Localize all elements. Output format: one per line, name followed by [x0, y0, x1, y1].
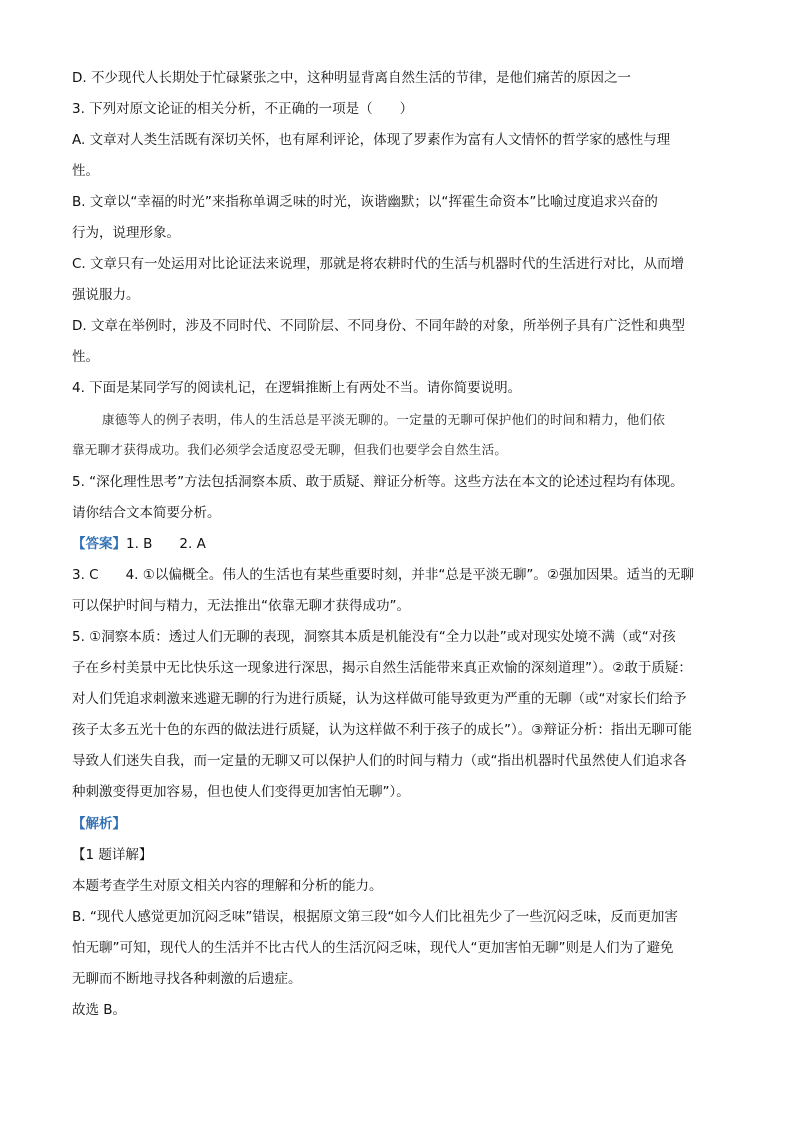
answer-line-3-4: 3. C 4. ①以偏概全。伟人的生活也有某些重要时刻，并非“总是平淡无聊”。②强加因果。适当的无聊 — [72, 567, 694, 583]
answer-line-5-e: 导致人们迷失自我，而一定量的无聊又可以保护人们的时间与精力（或“指出机器时代虽然使人们追求各 — [72, 753, 687, 769]
detail-line-3: 怕无聊”可知，现代人的生活并不比古代人的生活沉闷乏味，现代人“更加害怕无聊”则是人们为了避免 — [72, 940, 674, 956]
text-line-question-3: 3. 下列对原文论证的相关分析，不正确的一项是（ ） — [72, 101, 414, 117]
text-line-option-d2-cont: 性。 — [72, 349, 99, 365]
answer-line-5-b: 子在乡村美景中无比快乐这一现象进行深思，揭示自然生活能带来真正欢愉的深刻道理”）。②敢于质疑： — [72, 660, 692, 676]
answer-line — [72, 534, 722, 554]
answer-text-1: 1. B 2. A — [126, 536, 206, 552]
answer-line-5-d: 孩子太多五光十色的东西的做法进行质疑，认为这样做不利于孩子的成长”）。③辩证分析：指出无聊可能 — [72, 722, 692, 738]
quote-line-2: 靠无聊才获得成功。我们必须学会适度忍受无聊，但我们也要学会自然生活。 — [72, 442, 508, 457]
answer-line-5-c: 对人们凭追求刺激来逃避无聊的行为进行质疑，认为这样做可能导致更为严重的无聊（或“对家长们给予 — [72, 691, 687, 707]
text-line-question-5-cont: 请你结合文本简要分析。 — [72, 505, 221, 521]
text-line-option-c-cont: 强说服力。 — [72, 287, 140, 303]
text-line-option-d: D. 不少现代人长期处于忙碌紧张之中，这种明显背离自然生活的节律，是他们痛苦的原因之一 — [72, 70, 631, 86]
analysis-label: 【解析】 — [72, 816, 126, 832]
text-line-option-a-cont: 性。 — [72, 163, 99, 179]
detail-conclusion: 故选 B。 — [72, 1002, 127, 1018]
detail-heading: 【1 题详解】 — [72, 847, 153, 863]
text-line-option-d2: D. 文章在举例时，涉及不同时代、不同阶层、不同身份、不同年龄的对象，所举例子具有广泛性和典型 — [72, 318, 685, 334]
answer-line-4-cont: 可以保护时间与精力，无法推出“依靠无聊才获得成功”。 — [72, 598, 410, 614]
text-line-question-5: 5. “深化理性思考”方法包括洞察本质、敢于质疑、辩证分析等。这些方法在本文的论述过程均有体现。 — [72, 474, 684, 490]
answer-line-5-a: 5. ①洞察本质：透过人们无聊的表现，洞察其本质是机能没有“全力以赴”或对现实处境不满（或“对孩 — [72, 629, 676, 645]
answer-line-5-f: 种刺激变得更加容易，但也使人们变得更加害怕无聊”）。 — [72, 784, 410, 800]
detail-line-1: 本题考查学生对原文相关内容的理解和分析的能力。 — [72, 878, 383, 894]
text-line-option-b: B. 文章以“幸福的时光”来指称单调乏味的时光，诙谐幽默；以“挥霍生命资本”比喻过度追求兴奋的 — [72, 194, 658, 210]
quote-line-1: 康德等人的例子表明，伟人的生活总是平淡无聊的。一定量的无聊可保护他们的时间和精力，他们依 — [102, 412, 666, 427]
text-line-option-a: A. 文章对人类生活既有深切关怀，也有犀利评论，体现了罗素作为富有人文情怀的哲学家的感性与理 — [72, 132, 671, 148]
text-line-question-4: 4. 下面是某同学写的阅读札记，在逻辑推断上有两处不当。请你简要说明。 — [72, 380, 522, 396]
answer-label: 【答案】 — [72, 536, 126, 552]
detail-line-2: B. “现代人感觉更加沉闷乏味”错误，根据原文第三段“如今人们比祖先少了一些沉闷乏味，反而更加害 — [72, 909, 678, 925]
detail-line-4: 无聊而不断地寻找各种刺激的后遗症。 — [72, 971, 302, 987]
text-line-option-b-cont: 行为，说理形象。 — [72, 225, 180, 241]
text-line-option-c: C. 文章只有一处运用对比论证法来说理，那就是将农耕时代的生活与机器时代的生活进行对比，从而增 — [72, 256, 685, 272]
